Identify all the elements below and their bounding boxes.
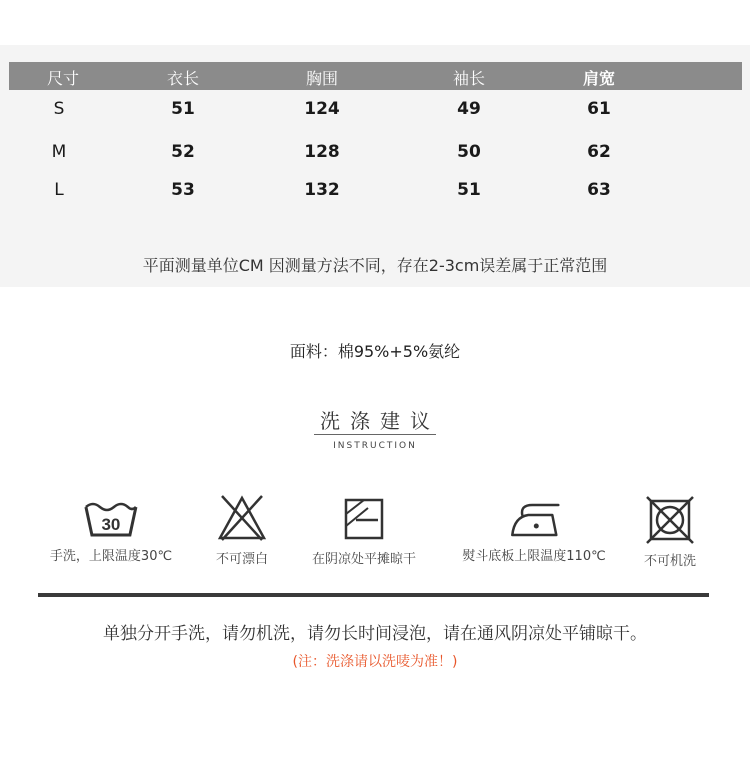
section-divider xyxy=(38,593,709,597)
row-length: 52 xyxy=(171,142,195,162)
care-item-hand-wash xyxy=(50,497,172,564)
header-chest: 胸围 xyxy=(305,69,339,88)
size-table-header xyxy=(9,62,742,90)
care-label: 不可机洗 xyxy=(643,554,697,569)
row-shoulder: 63 xyxy=(587,180,611,200)
row-sleeve: 51 xyxy=(457,180,481,200)
header-size: 尺寸 xyxy=(46,69,80,88)
iron-icon xyxy=(506,499,562,539)
row-size: S xyxy=(53,99,65,119)
row-size: M xyxy=(51,142,67,162)
wash-advice-text: 单独分开手洗，请勿机洗，请勿长时间浸泡，请在通风阴凉处平铺晾干。 xyxy=(103,624,647,644)
care-item-dry-flat-shade xyxy=(312,496,416,567)
size-table-section xyxy=(0,45,750,287)
care-label: 手洗，上限温度30℃ xyxy=(49,549,173,564)
row-size: L xyxy=(54,180,64,200)
wash-temp-text: 30 xyxy=(101,515,121,534)
no-bleach-icon xyxy=(216,494,268,542)
row-length: 51 xyxy=(171,99,195,119)
care-label: 熨斗底板上限温度110℃ xyxy=(462,549,606,564)
care-item-no-machine xyxy=(644,496,696,569)
wash-title: 洗涤建议 xyxy=(320,409,440,433)
row-length: 53 xyxy=(171,180,195,200)
row-sleeve: 50 xyxy=(457,142,481,162)
no-tumble-dry-icon xyxy=(645,496,695,544)
wash-title-underline xyxy=(314,434,436,435)
row-chest: 132 xyxy=(304,180,340,200)
fabric-composition: 面料：棉95%+5%氨纶 xyxy=(289,342,461,361)
wash-note: (注：洗涤请以洗唛为准！) xyxy=(292,654,458,670)
hand-wash-30-icon xyxy=(82,497,140,539)
row-sleeve: 49 xyxy=(457,99,481,119)
row-chest: 128 xyxy=(304,142,340,162)
measurement-note: 平面测量单位CM 因测量方法不同，存在2-3cm误差属于正常范围 xyxy=(142,256,608,275)
wash-subtitle: INSTRUCTION xyxy=(333,441,417,451)
care-label: 在阴凉处平摊晾干 xyxy=(311,552,417,567)
dry-flat-in-shade-icon xyxy=(342,496,386,542)
care-item-no-bleach xyxy=(216,494,268,567)
care-item-iron xyxy=(462,499,605,564)
row-shoulder: 62 xyxy=(587,142,611,162)
header-sleeve: 袖长 xyxy=(452,69,486,88)
header-length: 衣长 xyxy=(166,69,200,88)
row-chest: 124 xyxy=(304,99,340,119)
header-shoulder: 肩宽 xyxy=(582,69,616,88)
row-shoulder: 61 xyxy=(587,99,611,119)
care-label: 不可漂白 xyxy=(215,552,269,567)
